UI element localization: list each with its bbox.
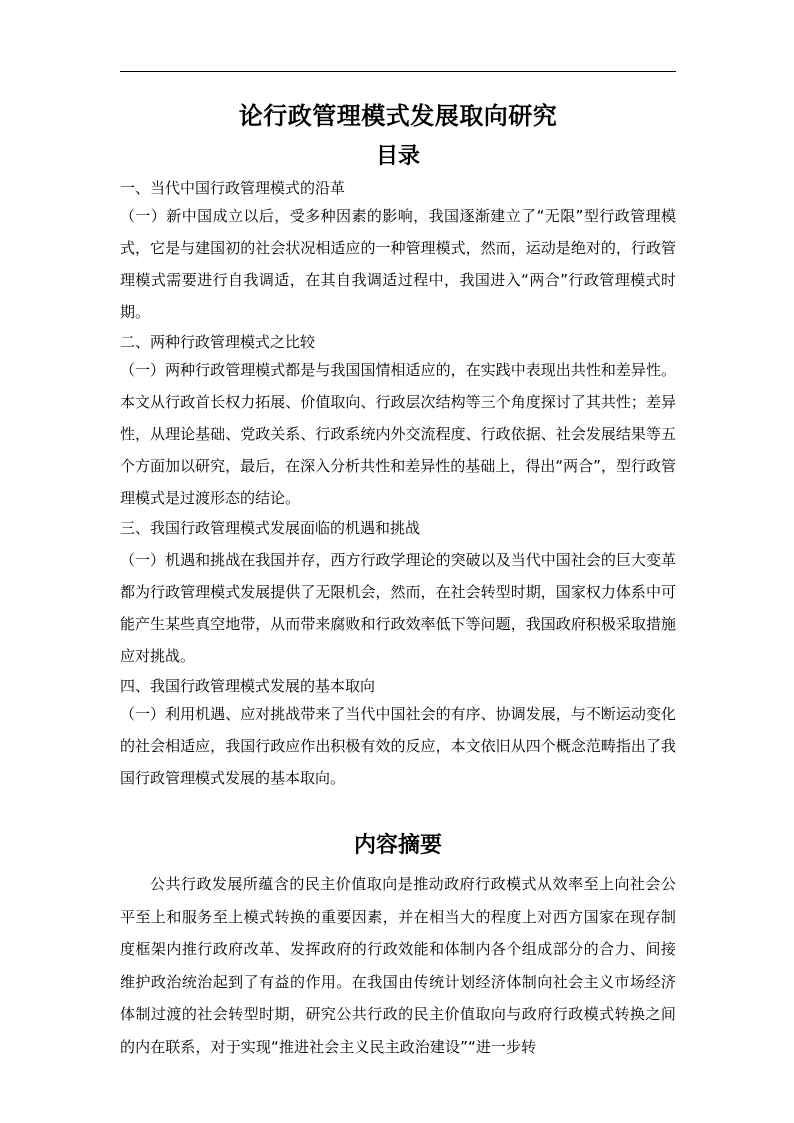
header-rule: [120, 71, 676, 72]
document-page: [120, 96, 676, 1063]
section-body: （一）利用机遇、应对挑战带来了当代中国社会的有序、协调发展，与不断运动变化的社会相适应，我国行政应作出积极有效的反应，本文依旧从四个概念范畴指出了我国行政管理模式发展的基本取向。: [120, 705, 676, 787]
section-body: （一）两种行政管理模式都是与我国国情相适应的，在实践中表现出共性和差异性。本文从行政首长权力拓展、价值取向、行政层次结构等三个角度探讨了其共性；差异性，从理论基础、党政关系、行政系统内外交流程度、行政依据、社会发展结果等五个方面加以研究，最后，在深入分析共性和差异性的基础上，得出“两合”，型行政管理模式是过渡形态的结论。: [120, 361, 676, 507]
section-heading: 二、两种行政管理模式之比较: [120, 333, 316, 351]
abstract-body: 公共行政发展所蕴含的民主价值取向是推动政府行政模式从效率至上向社会公平至上和服务至上模式转换的重要因素，并在相当大的程度上对西方国家在现存制度框架内推行政府改革、发挥政府的行政效能和体制内各个组成部分的合力、间接维护政治统治起到了有益的作用。在我国由传统计划经济体制向社会主义市场经济体制过渡的社会转型时期，研究公共行政的民主价值取向与政府行政模式转换之间的内在联系，对于实现“推进社会主义民主政治建设”“进一步转: [120, 875, 676, 1056]
toc-section-4: [120, 674, 676, 794]
section-heading: 一、当代中国行政管理模式的沿革: [120, 179, 346, 197]
toc-section-2: [120, 330, 676, 514]
section-heading: 四、我国行政管理模式发展的基本取向: [120, 677, 376, 695]
document-title: 论行政管理模式发展取向研究: [238, 102, 558, 130]
section-body: （一）新中国成立以后，受多种因素的影响，我国逐渐建立了“无限”型行政管理模式，它是与建国初的社会状况相适应的一种管理模式，然而，运动是绝对的，行政管理模式需要进行自我调适，在其自我调适过程中，我国进入“两合”行政管理模式时期。: [120, 207, 676, 321]
section-body: （一）机遇和挑战在我国并存，西方行政学理论的突破以及当代中国社会的巨大变革都为行政管理模式发展提供了无限机会，然而，在社会转型时期，国家权力体系中可能产生某些真空地带，从而带来腐败和行政效率低下等问题，我国政府积极采取措施应对挑战。: [120, 551, 676, 665]
toc-section-3: [120, 516, 676, 672]
toc-title: 目录: [375, 144, 420, 169]
abstract-title: 内容摘要: [353, 833, 442, 858]
section-heading: 三、我国行政管理模式发展面临的机遇和挑战: [120, 519, 421, 537]
toc-section-1: [120, 176, 676, 328]
